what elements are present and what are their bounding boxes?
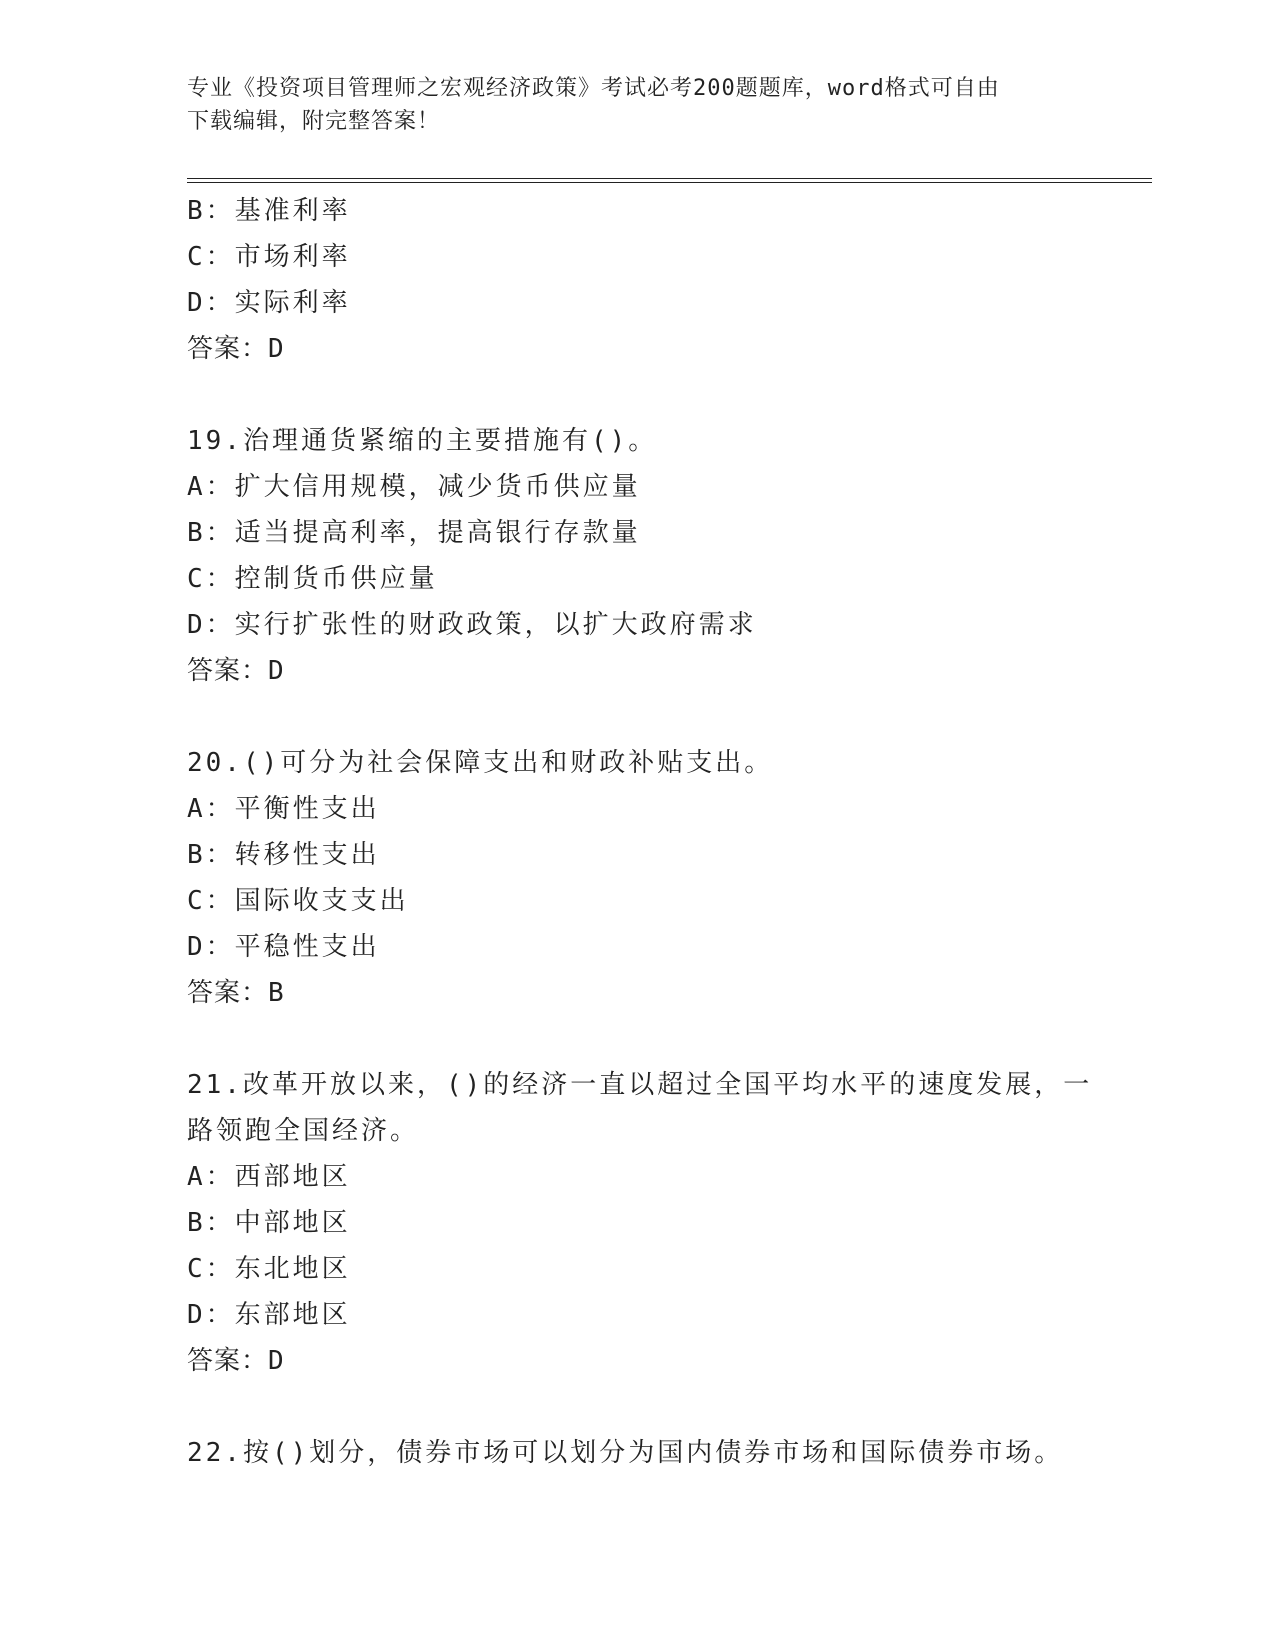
question-22 [187,1430,1087,1476]
option-c: C：市场利率 [187,242,351,272]
option-c: C：控制货币供应量 [187,564,438,594]
option-b: B：转移性支出 [187,840,380,870]
option-b: B：基准利率 [187,196,351,226]
question-20 [187,740,1087,1016]
option-d: D：实行扩张性的财政政策，以扩大政府需求 [187,610,757,640]
question-content [187,188,1093,1476]
option-b: B：适当提高利率，提高银行存款量 [187,518,641,548]
previous-question-tail [187,188,1087,372]
question-stem: 22.按()划分，债券市场可以划分为国内债券市场和国际债券市场。 [187,1438,1064,1468]
option-c: C：国际收支支出 [187,886,409,916]
document-header [187,72,1067,138]
spacer [187,694,1087,740]
question-stem-line-2: 路领跑全国经济。 [187,1116,420,1146]
question-21 [187,1062,1093,1384]
question-stem: 20.()可分为社会保障支出和财政补贴支出。 [187,748,774,778]
header-line-2: 下载编辑，附完整答案！ [187,109,441,134]
option-a: A：扩大信用规模，减少货币供应量 [187,472,641,502]
answer-line: 答案：D [187,656,285,686]
option-d: D：实际利率 [187,288,351,318]
question-stem: 19.治理通货紧缩的主要措施有()。 [187,426,658,456]
option-d: D：东部地区 [187,1300,351,1330]
answer-line: 答案：D [187,1346,285,1376]
spacer [187,372,1087,418]
answer-line: 答案：B [187,978,285,1008]
header-divider-top [187,178,1152,179]
option-c: C：东北地区 [187,1254,351,1284]
spacer [187,1016,1087,1062]
question-stem-line-1: 21.改革开放以来，()的经济一直以超过全国平均水平的速度发展，一 [187,1070,1093,1100]
spacer [187,1384,1087,1430]
header-divider-bottom [187,182,1152,183]
header-line-1: 专业《投资项目管理师之宏观经济政策》考试必考200题题库，word格式可自由 [187,76,1000,101]
option-b: B：中部地区 [187,1208,351,1238]
question-19 [187,418,1087,694]
option-a: A：平衡性支出 [187,794,380,824]
option-a: A：西部地区 [187,1162,351,1192]
option-d: D：平稳性支出 [187,932,380,962]
answer-line: 答案：D [187,334,285,364]
